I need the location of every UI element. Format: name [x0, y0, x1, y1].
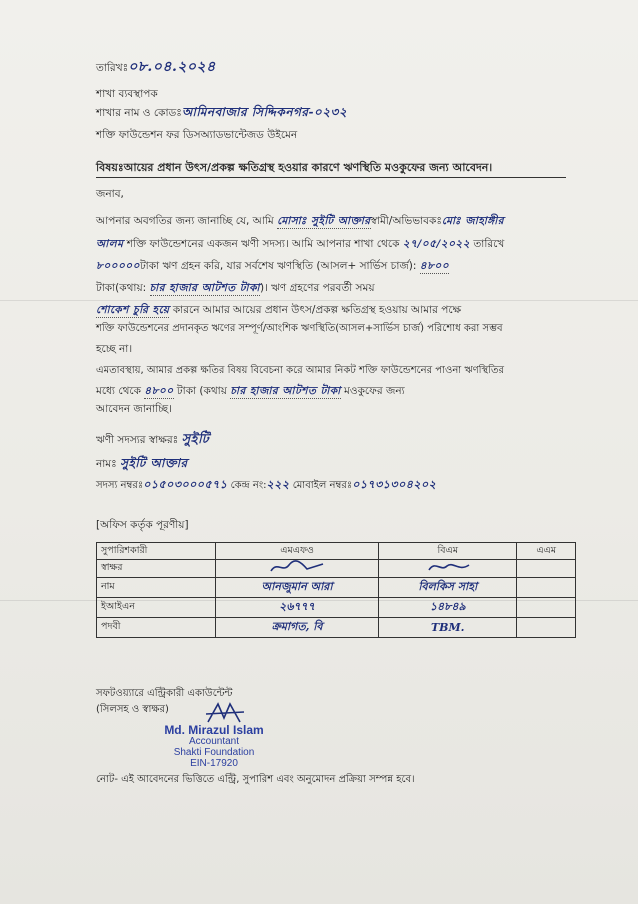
balance-handwritten: ৪৮০০ [419, 260, 450, 272]
accountant-stamp [154, 725, 274, 769]
para1-line7: হচ্ছে না। [96, 343, 133, 355]
member-number: ০১৫০৩০০০৫৭১ [143, 478, 228, 491]
subject-line [96, 161, 492, 175]
accountant-line2: (সিলসহ ও স্বাক্ষর) [96, 704, 169, 715]
para1-text: )। ঋণ গ্রহণের পরবর্তী সময় [259, 282, 375, 294]
paper-fold [0, 300, 638, 301]
row-label: পদবী [97, 618, 216, 638]
stamp-name: Md. Mirazul Islam [164, 723, 264, 737]
office-use-label: [অফিস কর্তৃক পূরণীয়] [96, 519, 189, 531]
table-header-cell: এমএফও [216, 543, 379, 560]
stamp-ein: EIN-17920 [190, 758, 238, 769]
bm-signature [423, 560, 473, 574]
org-line: শক্তি ফাউন্ডেশন ফর ডিসঅ্যাডভান্টেজড উইমেন [96, 129, 298, 141]
table-row [97, 560, 576, 578]
table-row [97, 578, 576, 598]
para1-line5 [96, 303, 461, 318]
table-header-cell: সুপারিশকারী [97, 543, 216, 560]
para1-text: কারনে আমার আয়ের প্রধান উৎস/প্রকল্প ক্ষতিগ্রস্থ হওয়ায় আমার পক্ষে [172, 304, 462, 316]
para1-line4 [96, 281, 375, 296]
accountant-line1: সফটওয়্যারে এন্ট্রিকারী একাউন্টেন্ট [96, 688, 233, 699]
para1-text: আপনার অবগতির জন্য জানাচ্ছি যে, আমি [96, 215, 274, 227]
member-signature: সুইটি [181, 432, 210, 447]
table-row [97, 598, 576, 618]
table-cell [517, 598, 576, 618]
row-label: স্বাক্ষর [97, 560, 216, 578]
addressee: শাখা ব্যবস্থাপক [96, 88, 158, 100]
guardian-handwritten: মোঃ জাহাঙ্গীর [441, 215, 505, 227]
para2-line1: এমতাবস্থায়, আমার প্রকল্প ক্ষতির বিষয় বিবেচনা করে আমার নিকট শক্তি ফাউন্ডেশনের পাওনা ঋণস্থিতির [96, 365, 505, 376]
para1-line2 [96, 237, 504, 251]
branch-line [96, 105, 347, 120]
para1-line1 [96, 214, 504, 229]
para2-text: মওকুফের জন্য [344, 385, 405, 397]
para1-line3 [96, 259, 449, 274]
mfo-signature-cell [216, 560, 379, 578]
table-cell: ১৪৮৪৯ [379, 598, 517, 618]
stamp-title: Accountant [188, 736, 240, 747]
loan-amount-handwritten: ৮০০০০০ [96, 260, 140, 272]
para1-text: স্বামী/অভিভাবকঃ [370, 215, 442, 227]
table-cell [517, 578, 576, 598]
balance-words-handwritten: চার হাজার আটশত টাকা [149, 282, 260, 294]
para1-line6: শক্তি ফাউন্ডেশনের প্রদানকৃত ঋণের সম্পূর্ণ/আংশিক ঋণস্থিতি(আসল+সার্ভিস চার্জ) পরিশোধ করা সম্ভব [96, 323, 503, 334]
waiver-words-handwritten: চার হাজার আটশত টাকা [230, 385, 341, 397]
member-name: সুইটি আক্তার [120, 456, 188, 470]
table-cell: ২৬৭৭৭ [216, 598, 379, 618]
member-name-line [96, 456, 188, 471]
bm-signature-cell [379, 560, 517, 578]
para1-text: তারিখে [473, 238, 505, 250]
member-number-line [96, 478, 436, 493]
table-header-cell: বিএম [379, 543, 517, 560]
mobile-number: ০১৭৩১৩০৪২০২ [352, 478, 437, 491]
branch-label: শাখার নাম ও কোডঃ [96, 107, 182, 119]
member-signature-label: ঋণী সদস্যর স্বাক্ষরঃ [96, 434, 179, 446]
mfo-signature [267, 560, 327, 574]
para2-text: মধ্যে থেকে [96, 385, 141, 397]
date-line [96, 60, 216, 75]
table-cell [517, 618, 576, 638]
member-signature-line [96, 433, 209, 447]
member-name-label: নামঃ [96, 458, 117, 470]
member-name-handwritten: মোসাঃ সুইটি আক্তার [277, 215, 371, 227]
para2-line3: আবেদন জানাচ্ছি। [96, 403, 172, 415]
table-cell: TBM. [379, 618, 517, 638]
table-header-row [97, 543, 576, 560]
office-table [96, 542, 576, 638]
subject-text: আয়ের প্রধান উৎস/প্রকল্প ক্ষতিগ্রস্থ হওয়ার কারণে ঋণস্থিতি মওকুফের জন্য আবেদন। [123, 161, 493, 174]
mobile-label: মোবাইল নম্বরঃ [292, 480, 353, 491]
table-cell: বিলকিস সাহা [379, 578, 517, 598]
para2-text: টাকা (কথায় [176, 385, 227, 397]
table-header-cell: এএম [517, 543, 576, 560]
am-signature-cell [517, 560, 576, 578]
subject-label: বিষয়ঃ [96, 161, 124, 174]
table-row [97, 618, 576, 638]
para1-text: টাকা ঋণ গ্রহন করি, যার সর্বশেষ ঋণস্থিতি (আসল+ সার্ভিস চার্জ): [139, 260, 417, 272]
member-number-label: সদস্য নম্বরঃ [96, 480, 144, 491]
reason-handwritten: শোকেশ চুরি হয়ে [96, 304, 170, 316]
date-label: তারিখঃ [96, 62, 129, 74]
guardian-handwritten-cont: আলম [96, 238, 124, 250]
para1-text: টাকা(কথায়: [96, 282, 147, 294]
stamp-org: Shakti Foundation [173, 747, 255, 758]
para1-text: শক্তি ফাউন্ডেশনের একজন ঋণী সদস্য। আমি আপনার শাখা থেকে [126, 238, 400, 250]
loan-date-handwritten: ২৭/০৫/২০২২ [402, 238, 471, 250]
table-cell: আনজুমান আরা [216, 578, 379, 598]
center-number: ২২২ [266, 478, 290, 491]
row-label: নাম [97, 578, 216, 598]
branch-value: আমিনবাজার সিদ্দিকনগর-০২৩২ [181, 105, 348, 119]
para2-line2 [96, 384, 405, 399]
footer-note: নোট- এই আবেদনের ভিত্তিতে এন্ট্রি, সুপারিশ এবং অনুমোদন প্রক্রিয়া সম্পন্ন হবে। [96, 774, 415, 785]
center-label: কেন্দ্র নং: [230, 480, 267, 491]
salutation: জনাব, [96, 188, 124, 200]
subject-underline [96, 177, 566, 178]
waiver-amount-handwritten: ৪৮০০ [144, 385, 174, 397]
row-label: ইআইএন [97, 598, 216, 618]
table-cell: ক্রমাগত, বি [216, 618, 379, 638]
date-value: ০৮.০৪.২০২৪ [128, 59, 216, 75]
